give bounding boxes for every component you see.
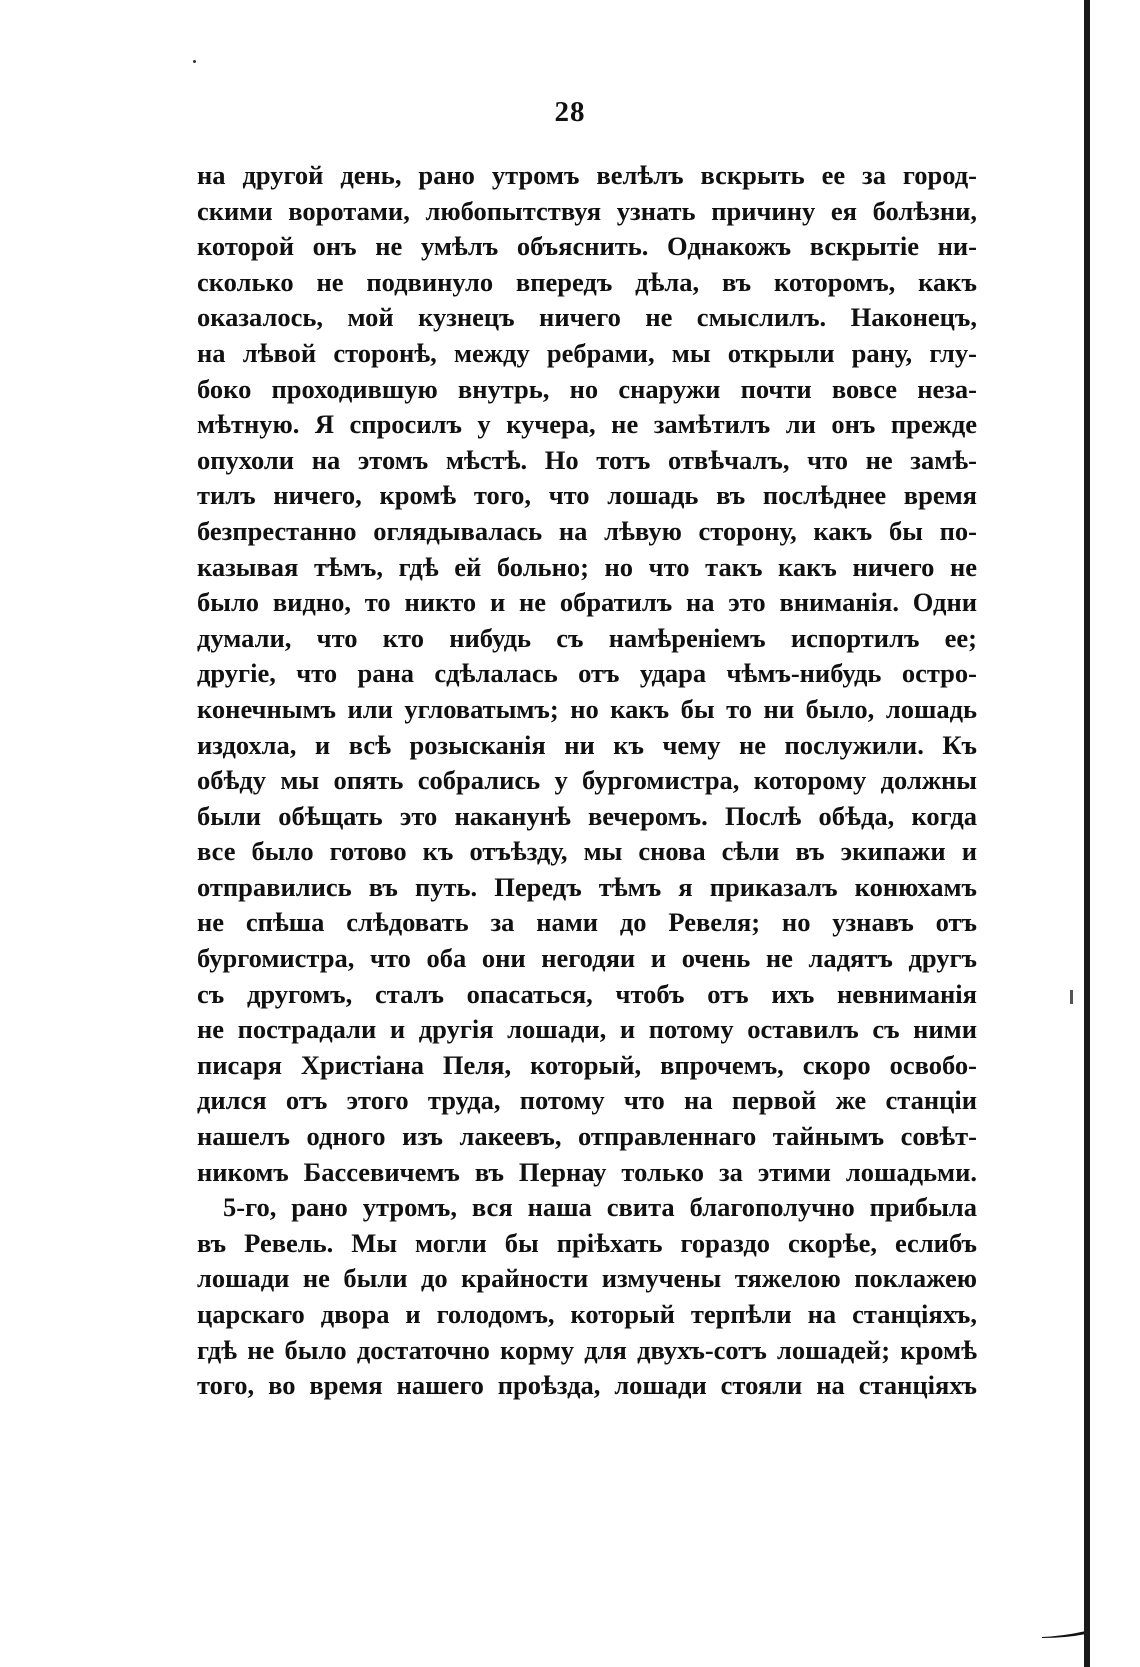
text-line: нашелъ одного изъ лакеевъ, отправленнаго тайнымъ совѣт- (197, 1121, 977, 1152)
text-line: мѣтную. Я спросилъ у кучера, не замѣтилъ ли онъ прежде (197, 409, 977, 440)
text-line: на другой день, рано утромъ велѣлъ вскрыть ее за город- (197, 160, 977, 190)
text-line: царскаго двора и голодомъ, который терпѣли на станціяхъ, (197, 1299, 977, 1329)
text-line: было видно, то никто и не обратилъ на это вниманія. Одни (197, 587, 977, 618)
text-line: въ Ревель. Мы могли бы пріѣхать гораздо скорѣе, еслибъ (197, 1227, 977, 1258)
text-line: на лѣвой сторонѣ, между ребрами, мы открыли рану, глу- (197, 337, 977, 368)
text-line: все было готово къ отъѣзду, мы снова сѣли въ экипажи и (197, 836, 977, 867)
text-line: казывая тѣмъ, гдѣ ей больно; но что такъ какъ ничего не (197, 551, 977, 582)
text-line: сколько не подвинуло впередъ дѣла, въ которомъ, какъ (197, 266, 977, 297)
paragraph-start-line: 5-го, рано утромъ, вся наша свита благополучно прибыла (223, 1192, 977, 1223)
text-line: дился отъ этого труда, потому что на первой же станціи (197, 1085, 977, 1116)
page-edge-bar (1084, 0, 1090, 1667)
text-line: издохла, и всѣ розысканія ни къ чему не послужили. Къ (197, 729, 977, 760)
text-line: писаря Христіана Пеля, который, впрочемъ, скоро освобо- (197, 1049, 977, 1080)
text-line: обѣду мы опять собрались у бургомистра, которому должны (197, 765, 977, 796)
text-line: опухоли на этомъ мѣстѣ. Но тотъ отвѣчалъ, что не замѣ- (197, 444, 977, 475)
text-line: конечнымъ или угловатымъ; но какъ бы то ни было, лошадь (197, 693, 977, 724)
text-line: не спѣша слѣдовать за нами до Ревеля; но узнавъ отъ (197, 907, 977, 938)
text-line: безпрестанно оглядывалась на лѣвую сторону, какъ бы по- (197, 515, 977, 546)
corner-flourish (1042, 1630, 1086, 1638)
text-line: другіе, что рана сдѣлалась отъ удара чѣмъ-нибудь остро- (197, 658, 977, 689)
text-line: скими воротами, любопытствуя узнать причину ея болѣзни, (197, 195, 977, 226)
text-line: которой онъ не умѣлъ объяснить. Однакожъ вскрытіе ни- (197, 231, 977, 262)
text-line: лошади не были до крайности измучены тяжелою поклажею (197, 1263, 977, 1294)
text-line: никомъ Бассевичемъ въ Пернау только за этими лошадьми. (197, 1156, 977, 1187)
text-line: были обѣщать это наканунѣ вечеромъ. Послѣ обѣда, когда (197, 800, 977, 831)
page-speck (193, 60, 196, 63)
text-line: гдѣ не было достаточно корму для двухъ-сотъ лошадей; кромѣ (197, 1334, 977, 1365)
text-line: отправились въ путь. Передъ тѣмъ я приказалъ конюхамъ (197, 871, 977, 902)
text-line: съ другомъ, сталъ опасаться, чтобъ отъ ихъ невниманія (197, 978, 977, 1009)
text-line: не пострадали и другія лошади, и потому оставилъ съ ними (197, 1014, 977, 1045)
text-line: того, во время нашего проѣзда, лошади стояли на станціяхъ (197, 1370, 977, 1401)
page-number: 28 (554, 96, 586, 128)
text-line: тилъ ничего, кромѣ того, что лошадь въ послѣднее время (197, 480, 977, 511)
text-line: бургомистра, что оба они негодяи и очень не ладятъ другъ (197, 943, 977, 974)
edge-scan-mark (1070, 990, 1073, 1004)
text-line: думали, что кто нибудь съ намѣреніемъ испортилъ ее; (197, 622, 977, 653)
body-text (197, 158, 977, 1404)
text-line: оказалось, мой кузнецъ ничего не смыслилъ. Наконецъ, (197, 302, 977, 333)
text-line: боко проходившую внутрь, но снаружи почти вовсе неза- (197, 373, 977, 404)
